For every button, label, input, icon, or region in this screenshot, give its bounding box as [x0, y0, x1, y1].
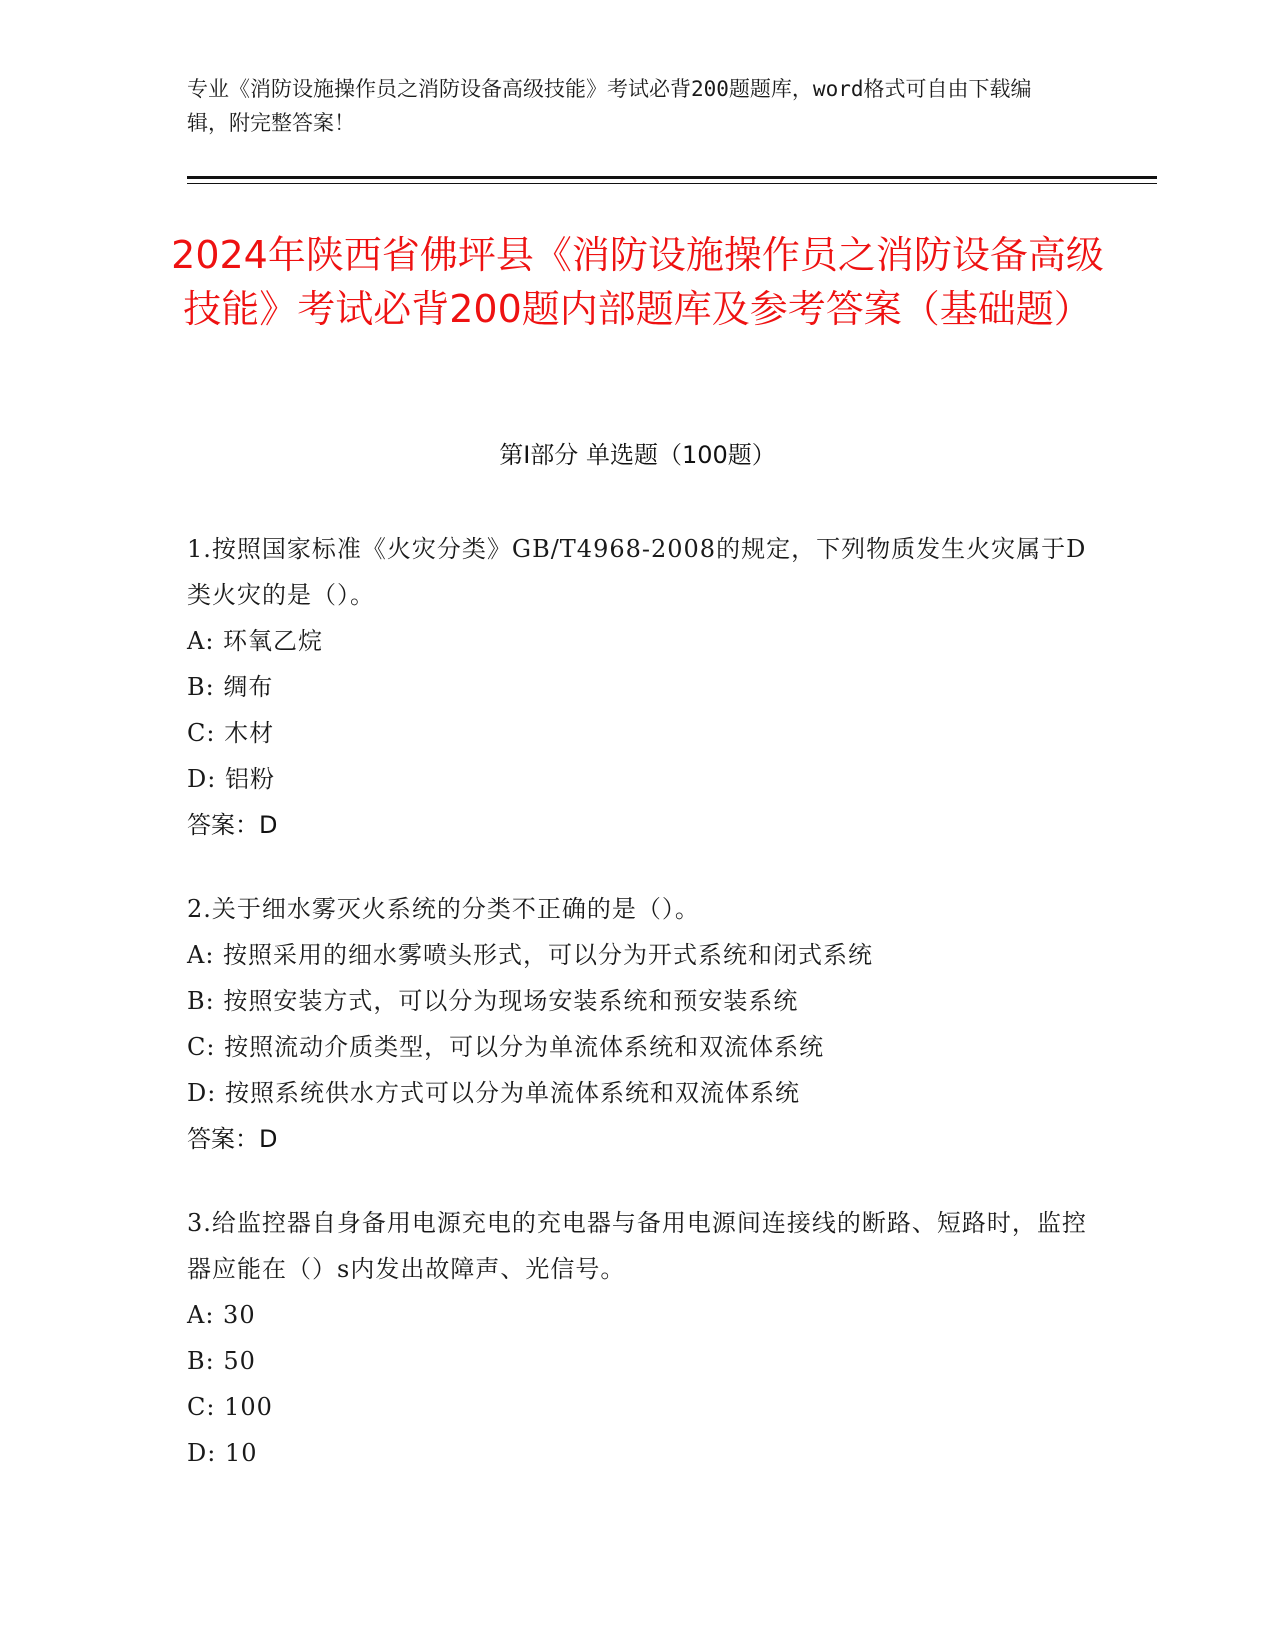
option-b: B: 50	[187, 1347, 256, 1375]
option-a: A: 环氧乙烷	[187, 627, 324, 655]
answer-line: 答案：D	[187, 1125, 278, 1153]
option-d: D: 按照系统供水方式可以分为单流体系统和双流体系统	[187, 1079, 800, 1107]
option-a: A: 按照采用的细水雾喷头形式，可以分为开式系统和闭式系统	[187, 941, 874, 969]
answer-line: 答案：D	[187, 811, 278, 839]
option-b: B: 绸布	[187, 673, 274, 701]
header-note: 专业《消防设施操作员之消防设备高级技能》考试必背200题题库，word格式可自由下载编辑，附完整答案！	[187, 77, 1032, 135]
question-stem: 2.关于细水雾灭火系统的分类不正确的是（）。	[187, 895, 700, 923]
option-d: D: 10	[187, 1439, 258, 1467]
question-1	[187, 526, 1087, 848]
question-list	[187, 526, 1087, 1514]
question-3	[187, 1200, 1087, 1476]
option-c: C: 100	[187, 1393, 273, 1421]
question-2	[187, 886, 1087, 1162]
option-d: D: 铝粉	[187, 765, 275, 793]
option-a: A: 30	[187, 1301, 256, 1329]
section-heading: 第I部分 单选题（100题）	[499, 441, 776, 469]
header-rule-thick	[187, 176, 1157, 179]
header-rule-thin	[187, 183, 1157, 184]
option-b: B: 按照安装方式，可以分为现场安装系统和预安装系统	[187, 987, 799, 1015]
option-c: C: 按照流动介质类型，可以分为单流体系统和双流体系统	[187, 1033, 825, 1061]
document-title: 2024年陕西省佛坪县《消防设施操作员之消防设备高级技能》考试必背200题内部题库及参考答案（基础题）	[171, 233, 1104, 331]
question-stem: 3.给监控器自身备用电源充电的充电器与备用电源间连接线的断路、短路时，监控器应能在（）s内发出故障声、光信号。	[187, 1209, 1087, 1283]
question-stem: 1.按照国家标准《火灾分类》GB/T4968-2008的规定，下列物质发生火灾属于D类火灾的是（）。	[187, 535, 1087, 609]
option-c: C: 木材	[187, 719, 275, 747]
